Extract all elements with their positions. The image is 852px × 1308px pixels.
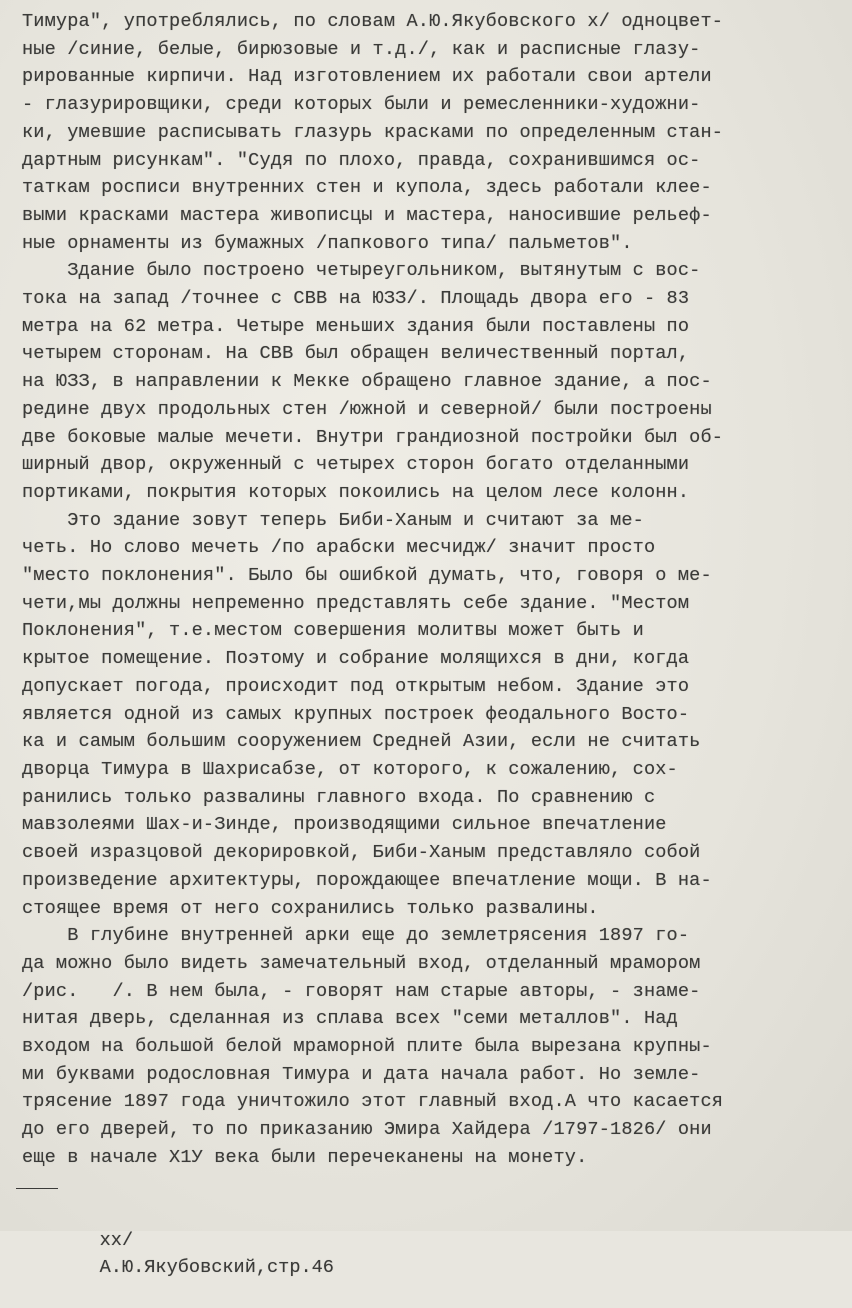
text-line: /рис. /. В нем была, - говорят нам старые авторы, - знаме-	[22, 980, 701, 1002]
body-text	[22, 8, 834, 1172]
text-line: ранились только развалины главного входа. По сравнению с	[22, 786, 656, 808]
text-line: входом на большой белой мраморной плите была вырезана крупны-	[22, 1036, 712, 1058]
text-line: трясение 1897 года уничтожило этот главный вход.А что касается	[22, 1091, 724, 1113]
text-line: ка и самым большим сооружением Средней Азии, если не считать	[22, 731, 701, 753]
text-line: ми буквами родословная Тимура и дата начала работ. Но земле-	[22, 1063, 701, 1085]
text-line: Тимура", употреблялись, по словам А.Ю.Якубовского x/ одноцвет-	[22, 11, 724, 32]
text-line: "место поклонения". Было бы ошибкой думать, что, говоря о ме-	[22, 565, 712, 587]
text-line: редине двух продольных стен /южной и северной/ были построены	[22, 398, 712, 420]
text-line: портиками, покрытия которых покоились на целом лесе колонн.	[22, 481, 690, 503]
text-line: рированные кирпичи. Над изготовлением их работали свои артели	[22, 66, 712, 88]
text-line: является одной из самых крупных построек феодального Восто-	[22, 703, 690, 725]
text-line: ширный двор, окруженный с четырех сторон богато отделанными	[22, 454, 690, 476]
footnote-marker: хх/	[99, 1230, 134, 1251]
text-line: на ЮЗЗ, в направлении к Мекке обращено главное здание, а пос-	[22, 371, 712, 393]
text-line: таткам росписи внутренних стен и купола, здесь работали клее-	[22, 177, 712, 199]
text-line: нитая дверь, сделанная из сплава всех "семи металлов". Над	[22, 1008, 678, 1030]
text-line: Здание было построено четыреугольником, вытянутым с вос-	[22, 260, 701, 282]
text-line: выми красками мастера живописцы и мастера, наносившие рельеф-	[22, 204, 712, 226]
text-line: В глубине внутренней арки еще до землетрясения 1897 го-	[22, 925, 690, 947]
text-line: дартным рисункам". "Судя по плохо, правда, сохранившимся ос-	[22, 149, 701, 171]
text-line: Это здание зовут теперь Биби-Ханым и считают за ме-	[22, 509, 644, 531]
text-line: произведение архитектуры, порождающее впечатление мощи. В на-	[22, 869, 712, 891]
text-line: мавзолеями Шах-и-Зинде, производящими сильное впечатление	[22, 814, 667, 836]
text-line: ки, умевшие расписывать глазурь красками по определенным стан-	[22, 121, 724, 143]
text-line: две боковые малые мечети. Внутри грандиозной постройки был об-	[22, 426, 724, 448]
text-line: четь. Но слово мечеть /по арабски месчидж/ значит просто	[22, 537, 656, 559]
text-line: - глазурировщики, среди которых были и ремесленники-художни-	[22, 94, 701, 116]
text-line: своей изразцовой декорировкой, Биби-Ханым представляло собой	[22, 842, 701, 864]
footnote-rule	[16, 1188, 58, 1189]
text-line: тока на запад /точнее с СВВ на ЮЗЗ/. Площадь двора его - 83	[22, 288, 690, 310]
text-line: допускает погода, происходит под открытым небом. Здание это	[22, 675, 690, 697]
text-line: ные орнаменты из бумажных /папкового типа/ пальметов".	[22, 232, 633, 254]
footnote	[55, 1200, 334, 1308]
text-line: чети,мы должны непременно представлять себе здание. "Местом	[22, 592, 690, 614]
text-line: метра на 62 метра. Четыре меньших здания были поставлены по	[22, 315, 690, 337]
text-line: стоящее время от него сохранились только развалины.	[22, 897, 599, 919]
text-line: дворца Тимура в Шахрисабзе, от которого, к сожалению, сох-	[22, 758, 678, 780]
text-line: до его дверей, то по приказанию Эмира Хайдера /1797-1826/ они	[22, 1119, 712, 1141]
text-line: крытое помещение. Поэтому и собрание молящихся в дни, когда	[22, 648, 690, 670]
text-line: Поклонения", т.е.местом совершения молитвы может быть и	[22, 620, 644, 642]
text-line: ные /синие, белые, бирюзовые и т.д./, как и расписные глазу-	[22, 38, 701, 60]
text-line: да можно было видеть замечательный вход, отделанный мрамором	[22, 952, 701, 974]
text-line: четырем сторонам. На СВВ был обращен величественный портал,	[22, 343, 690, 365]
footnote-text: А.Ю.Якубовский,стр.46	[99, 1257, 334, 1278]
text-line: еще в начале Х1У века были перечеканены на монету.	[22, 1146, 588, 1168]
